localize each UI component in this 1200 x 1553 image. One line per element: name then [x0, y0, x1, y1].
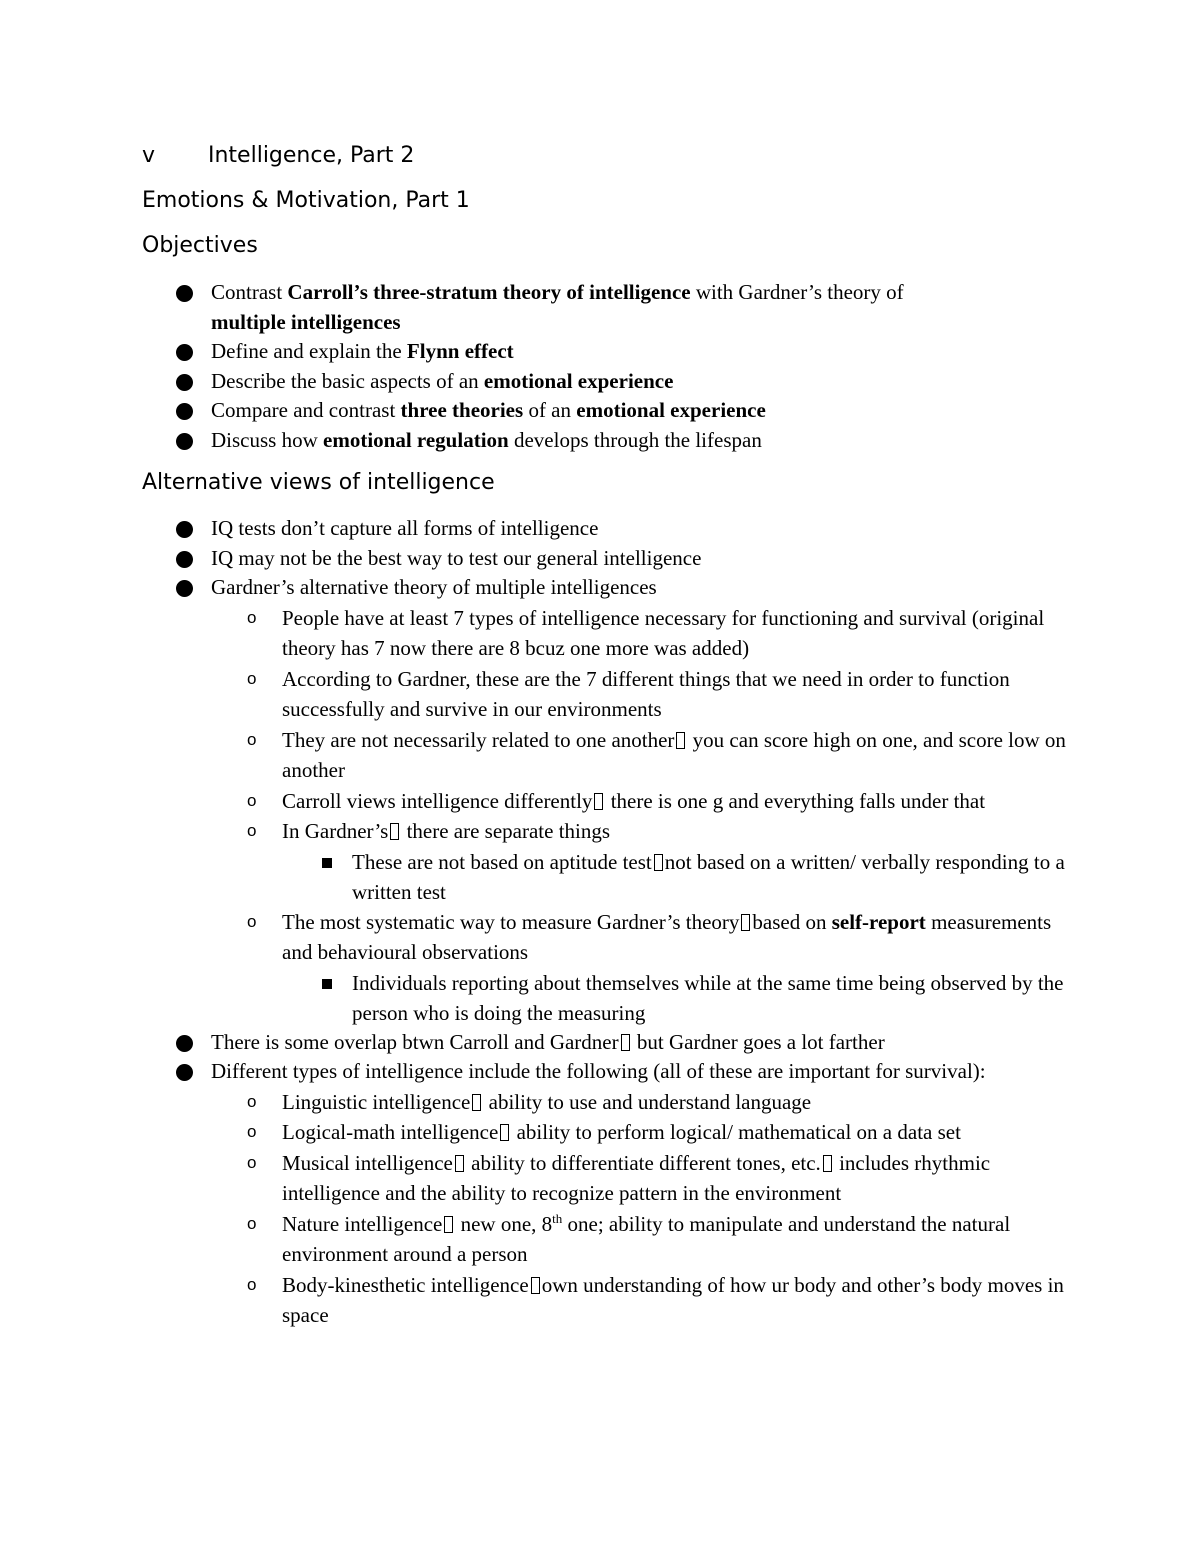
square-bullet-icon: [322, 979, 332, 989]
bullet-icon: [176, 1064, 193, 1081]
sub-list: [211, 603, 1072, 1028]
title-marker: v: [142, 143, 156, 168]
bullet-icon: [176, 344, 193, 361]
missing-glyph-icon: [621, 1034, 630, 1051]
page-subtitle: Emotions & Motivation, Part 1: [142, 188, 470, 213]
circle-bullet-icon: o: [247, 729, 257, 749]
title-text: Intelligence, Part 2: [208, 143, 415, 168]
objective-item: Describe the basic aspects of an emotional experience: [172, 367, 1072, 397]
bullet-icon: [176, 580, 193, 597]
list-item: Gardner’s alternative theory of multiple intelligences o People have at least 7 types of intelligence necessary for functioning and survival (original theory has 7 now there are 8 bcuz one more was added) o According to Gardner, these are the 7 different things that we need in order to function successfully and survive in our environments o They are not necessarily related to one another you can score high on one, and score low on another o Carroll views intelligence differently there is one g and everything falls under that o In Gardner’s there are separate things These are not based on aptitude test not based on a written/ verbally responding to a written test o The most systematic way to measure Gardner’s theory based on self-report measurements and behavioural observations Individuals reporting about themselves while at the same time being observed by the person who is doing the measuring: [172, 573, 1072, 1028]
circle-bullet-icon: o: [247, 1152, 257, 1172]
sub-item: o According to Gardner, these are the 7 different things that we need in order to function successfully and survive in our environments: [211, 664, 1072, 725]
sub-sub-item: These are not based on aptitude test not based on a written/ verbally responding to a written test: [282, 847, 1072, 907]
page-title: [142, 142, 414, 170]
missing-glyph-icon: [390, 823, 399, 840]
missing-glyph-icon: [444, 1216, 453, 1233]
sub-item: o Linguistic intelligence ability to use and understand language: [211, 1087, 1072, 1118]
sub-item: o Logical-math intelligence ability to perform logical/ mathematical on a data set: [211, 1117, 1072, 1148]
bullet-icon: [176, 1035, 193, 1052]
circle-bullet-icon: o: [247, 911, 257, 931]
circle-bullet-icon: o: [247, 1091, 257, 1111]
section-heading: Alternative views of intelligence: [142, 470, 495, 495]
sub-item: o They are not necessarily related to one another you can score high on one, and score low on another: [211, 725, 1072, 786]
sub-item: o Nature intelligence new one, 8th one; ability to manipulate and understand the natural environment around a person: [247, 1210, 1011, 1266]
square-bullet-icon: [322, 858, 332, 868]
circle-bullet-icon: o: [247, 1122, 257, 1141]
objective-item: Contrast Carroll’s three-stratum theory of intelligence with Gardner’s theory of multiple intelligences: [172, 278, 1072, 337]
objective-item: Define and explain the Flynn effect: [172, 337, 1072, 367]
circle-bullet-icon: o: [247, 821, 257, 840]
list-item: IQ tests don’t capture all forms of intelligence: [172, 514, 1072, 544]
circle-bullet-icon: o: [247, 607, 257, 627]
missing-glyph-icon: [455, 1155, 464, 1172]
sub-item: o Musical intelligence ability to differentiate different tones, etc. includes rhythmic intelligence and the ability to recognize pattern in the environment: [211, 1148, 1072, 1209]
objective-item: Compare and contrast three theories of an emotional experience: [172, 396, 1072, 426]
sub-item: o In Gardner’s there are separate things These are not based on aptitude test not based on a written/ verbally responding to a written test: [211, 816, 1072, 907]
sub-sub-list: [282, 968, 1072, 1028]
missing-glyph-icon: [823, 1155, 832, 1172]
missing-glyph-icon: [741, 914, 750, 931]
sub-list: [211, 1087, 1072, 1331]
alternative-views-list: [172, 514, 1072, 1331]
list-item: There is some overlap btwn Carroll and Gardner but Gardner goes a lot farther: [172, 1028, 1072, 1058]
bullet-icon: [176, 521, 193, 538]
sub-item: o Carroll views intelligence differently there is one g and everything falls under that: [211, 786, 1072, 817]
list-item: IQ may not be the best way to test our general intelligence: [172, 544, 1072, 574]
bullet-icon: [176, 374, 193, 391]
sub-sub-item: Individuals reporting about themselves while at the same time being observed by the person who is doing the measuring: [282, 968, 1072, 1028]
missing-glyph-icon: [472, 1094, 481, 1111]
objective-item: Discuss how emotional regulation develops through the lifespan: [172, 426, 1072, 456]
sub-item: o People have at least 7 types of intelligence necessary for functioning and survival (original theory has 7 now there are 8 bcuz one more was added): [211, 603, 1072, 664]
bullet-icon: [176, 551, 193, 568]
circle-bullet-icon: o: [247, 1213, 257, 1233]
missing-glyph-icon: [500, 1124, 509, 1141]
missing-glyph-icon: [594, 793, 603, 810]
sub-item: o Body-kinesthetic intelligence own understanding of how ur body and other’s body moves in space: [211, 1270, 1072, 1331]
bullet-icon: [176, 285, 193, 302]
bullet-icon: [176, 433, 193, 450]
missing-glyph-icon: [676, 732, 685, 749]
objectives-list: [172, 278, 1072, 455]
sub-sub-list: [282, 847, 1072, 907]
list-item: Different types of intelligence include the following (all of these are important for survival): o Linguistic intelligence ability to use and understand language o Logical-math intelligence ability to perform logical/ mathematical on a data set o Musical intelligence ability to differentiate different tones, etc. includes rhythmic intelligence and the ability to recognize pattern in the environment o Nature intelligence new one, 8th one; ability to manipulate and understand the natural environment around a person o Body-kinesthetic intelligence own understanding of how ur body and other’s body moves in space: [172, 1057, 1072, 1331]
bullet-icon: [176, 403, 193, 420]
missing-glyph-icon: [531, 1277, 540, 1294]
circle-bullet-icon: o: [247, 1274, 257, 1294]
sub-item: o The most systematic way to measure Gardner’s theory based on self-report measurements and behavioural observations Individuals reporting about themselves while at the same time being observed by the person who is doing the measuring: [211, 907, 1072, 1028]
objectives-heading: Objectives: [142, 233, 258, 258]
circle-bullet-icon: o: [247, 790, 257, 810]
missing-glyph-icon: [654, 854, 663, 871]
circle-bullet-icon: o: [247, 668, 257, 688]
